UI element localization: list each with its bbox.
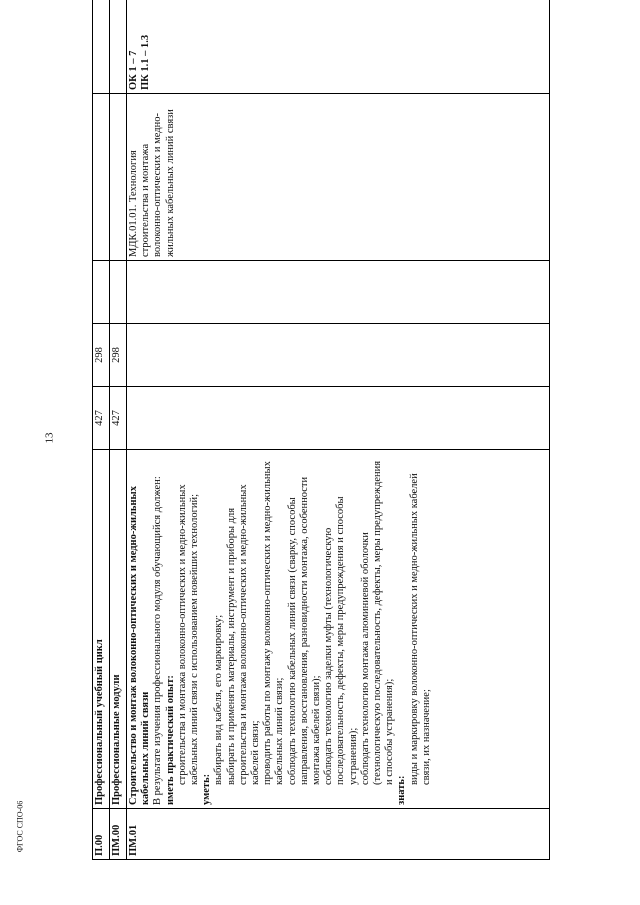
cell-mdk	[93, 94, 110, 261]
cell-competencies	[110, 0, 127, 94]
cell-empty	[110, 261, 127, 324]
page-number: 13	[43, 432, 56, 444]
cell-required-hours	[127, 324, 550, 387]
skill-item: соблюдать технологию монтажа алюминиевой оболочки (технологическую последовательность, дефекты, меры предупреждения и способы устранения);	[359, 460, 396, 785]
table-row	[93, 0, 110, 860]
cell-empty	[127, 261, 550, 324]
knowledge-label: знать:	[396, 775, 408, 805]
cell-content	[127, 450, 550, 809]
competency-ok: ОК 1 – 7	[128, 50, 139, 90]
cell-name: Профессиональный учебный цикл	[93, 450, 110, 809]
module-title: Строительство и монтаж волоконно-оптических и медно-жильных кабельных линий связи	[128, 486, 152, 805]
cell-max-hours: 427	[93, 387, 110, 450]
skill-item: проводить работы по монтажу волоконно-оптических и медно-жильных кабельных линий связи;	[262, 461, 286, 785]
cell-max-hours	[127, 387, 550, 450]
table-row	[127, 0, 550, 860]
cell-mdk: МДК.01.01. Технология строительства и монтажа волоконно-оптических и медно-жильных кабельных линий связи	[127, 94, 550, 261]
cell-name: Профессиональные модули	[110, 450, 127, 809]
knowledge-item: виды и маркировку волоконно-оптических и медно-жильных кабелей связи, их назначение;	[408, 473, 432, 785]
footer-code: ФГОС СПО-06	[15, 800, 25, 853]
skill-item: соблюдать технологию заделки муфты (технологическую последовательность, дефекты, меры предупреждения и способы устранения);	[323, 496, 359, 785]
cell-code: П.00	[93, 809, 110, 860]
table-row	[110, 0, 127, 860]
skill-item: выбирать и применять материалы, инструмент и приборы для строительства и монтажа волоконно-оптических и медно-жильных кабелей связи;	[225, 484, 262, 785]
competency-pk: ПК 1.1 – 1.3	[140, 34, 152, 90]
cell-required-hours: 298	[110, 324, 127, 387]
cell-max-hours: 427	[110, 387, 127, 450]
cell-code: ПМ.01	[127, 809, 550, 860]
cell-competencies	[93, 0, 110, 94]
experience-text: строительства и монтажа волоконно-оптических и медно-жильных кабельных линий связи с использованием новейших технологий;	[176, 484, 201, 785]
cell-required-hours: 298	[93, 324, 110, 387]
cell-competencies	[127, 0, 550, 94]
skill-item: выбирать вид кабеля, его маркировку;	[213, 614, 225, 785]
cell-code: ПМ.00	[110, 809, 127, 860]
skills-label: уметь:	[201, 773, 213, 805]
experience-label: иметь практический опыт:	[164, 675, 176, 805]
cell-empty	[93, 261, 110, 324]
skill-item: соблюдать технологию кабельных линий связи (сварку, способы направления, восстановления, разновидности монтажа, особенности монтажа кабелей связи);	[286, 476, 323, 785]
cell-mdk	[110, 94, 127, 261]
curriculum-table	[92, 32, 562, 860]
module-intro: В результате изучения профессионального модуля обучающийся должен:	[152, 476, 164, 805]
